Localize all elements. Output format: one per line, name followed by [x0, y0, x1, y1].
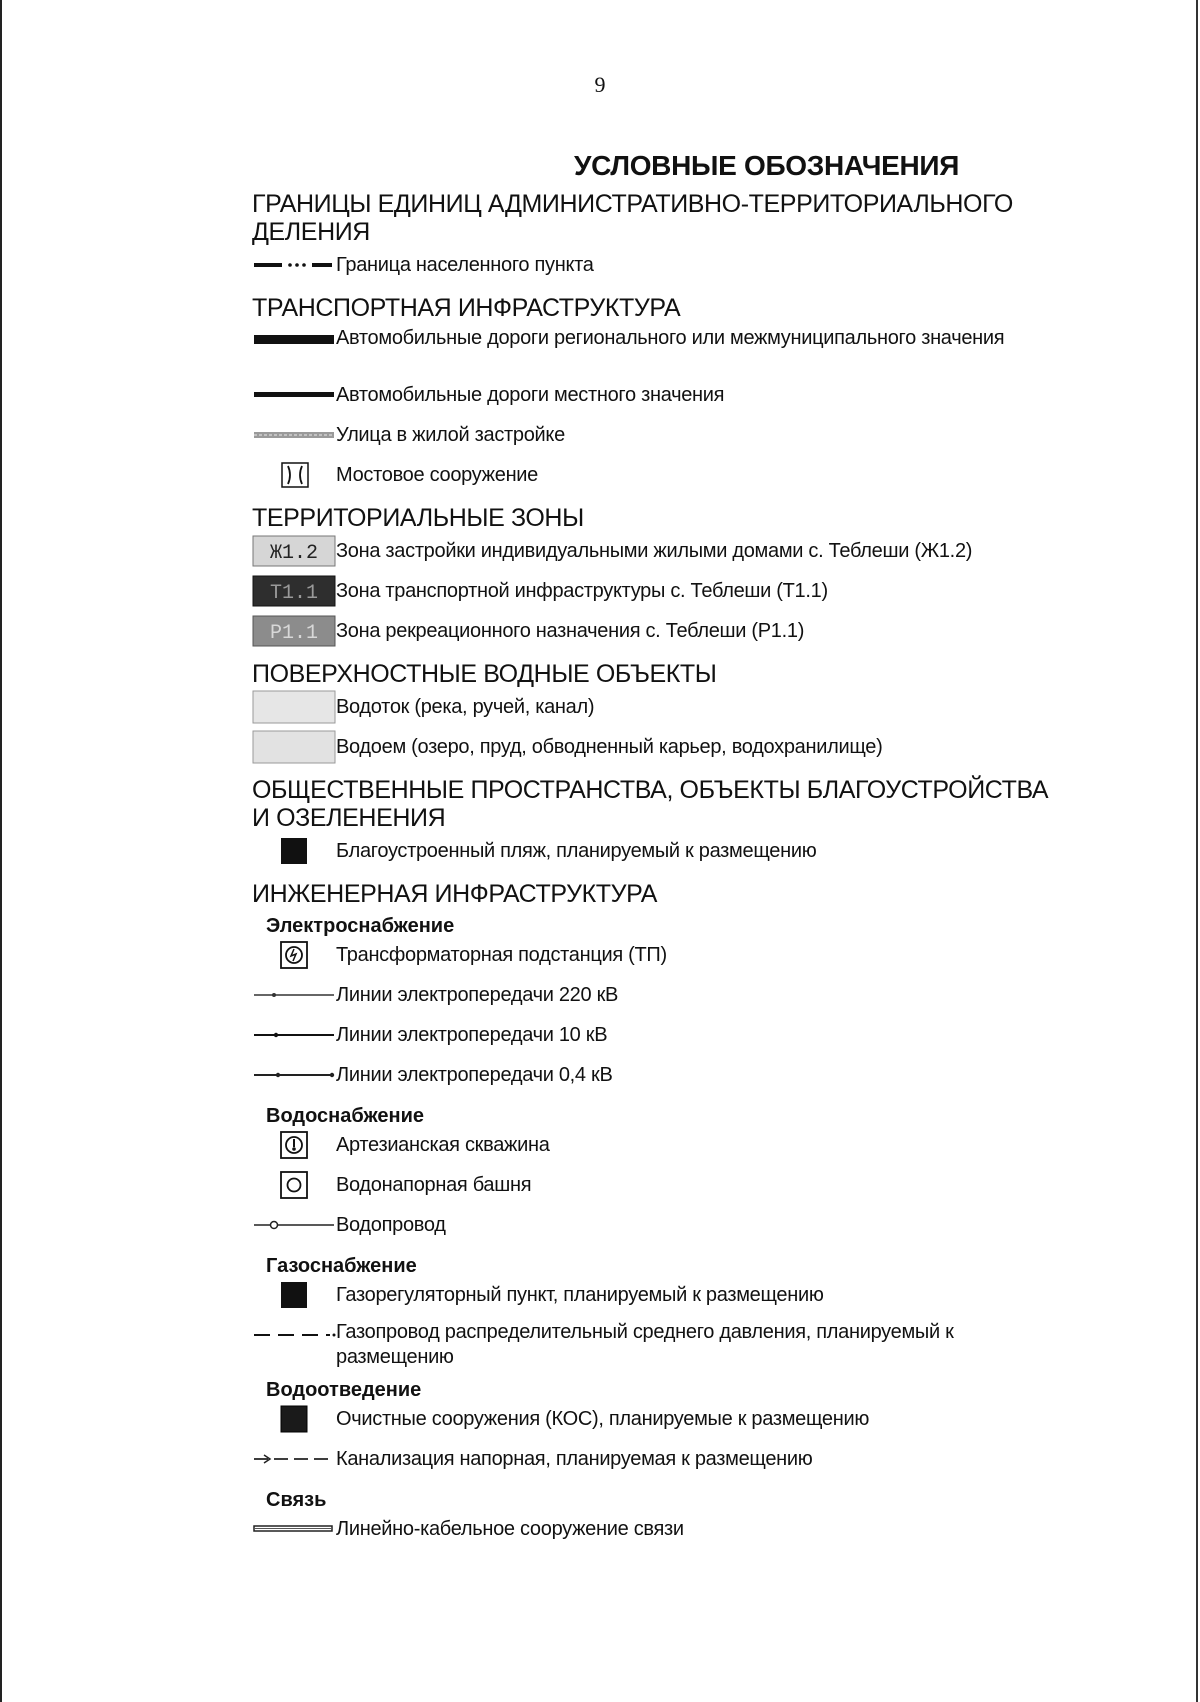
legend-item	[252, 1130, 1052, 1168]
section-heading-transport: ТРАНСПОРТНАЯ ИНФРАСТРУКТУРА	[252, 294, 681, 322]
zone-code-t11: Т1.1	[269, 582, 319, 605]
subsection-heading-sewer: Водоотведение	[266, 1379, 422, 1401]
dash-dot-line-icon	[252, 250, 336, 280]
legend-title: УСЛОВНЫЕ ОБОЗНАЧЕНИЯ	[574, 150, 960, 181]
power-line-10-icon	[252, 1020, 336, 1050]
power-line-04-icon	[252, 1060, 336, 1090]
gray-street-line-icon	[252, 420, 336, 450]
water-tower-icon	[252, 1170, 336, 1200]
treatment-plant-square-icon	[252, 1404, 336, 1434]
power-line-220-icon	[252, 980, 336, 1010]
legend-content	[252, 184, 1052, 1554]
cable-line-icon	[252, 1514, 336, 1544]
legend-item	[252, 1020, 1052, 1058]
legend-item	[252, 1320, 1052, 1372]
legend-label: Трансформаторная подстанция (ТП)	[336, 944, 667, 966]
water-pipe-line-icon	[252, 1210, 336, 1240]
legend-label: Линии электропередачи 220 кВ	[336, 984, 619, 1006]
scan-border-left	[0, 0, 2, 1702]
zone-code-zh12: Ж1.2	[269, 542, 319, 565]
watercourse-swatch	[252, 692, 336, 722]
legend-item	[252, 326, 1052, 378]
legend-label: Линии электропередачи 0,4 кВ	[336, 1064, 613, 1086]
legend-item	[252, 692, 1052, 730]
legend-label: Зона транспортной инфраструктуры с. Теблеши (Т1.1)	[336, 580, 828, 602]
subsection-heading-gas: Газоснабжение	[266, 1255, 417, 1277]
bridge-icon	[252, 460, 336, 490]
zone-residential-swatch	[252, 536, 336, 566]
medium-road-line-icon	[252, 380, 336, 410]
legend-label: Благоустроенный пляж, планируемый к размещению	[336, 840, 817, 862]
legend-label: Граница населенного пункта	[336, 254, 594, 276]
section-heading-admin: ГРАНИЦЫ ЕДИНИЦ АДМИНИСТРАТИВНО-ТЕРРИТОРИАЛЬНОГО ДЕЛЕНИЯ	[252, 190, 1013, 246]
legend-item	[252, 536, 1052, 574]
legend-label: Зона застройки индивидуальными жилыми домами с. Теблеши (Ж1.2)	[336, 540, 973, 562]
legend-label: Газопровод распределительный среднего давления, планируемый к размещению	[336, 1321, 954, 1368]
page-number: 9	[594, 72, 606, 97]
legend-label: Линии электропередачи 10 кВ	[336, 1024, 608, 1046]
legend-label: Мостовое сооружение	[336, 464, 539, 486]
section-heading-engineering: ИНЖЕНЕРНАЯ ИНФРАСТРУКТУРА	[252, 880, 657, 908]
legend-label: Линейно-кабельное сооружение связи	[336, 1518, 684, 1540]
legend-label: Канализация напорная, планируемая к размещению	[336, 1448, 813, 1470]
legend-label: Водоем (озеро, пруд, обводненный карьер, водохранилище)	[336, 736, 883, 758]
legend-label: Автомобильные дороги местного значения	[336, 384, 725, 406]
subsection-heading-power: Электроснабжение	[266, 915, 455, 937]
legend-item	[252, 1060, 1052, 1098]
legend-item	[252, 836, 1052, 874]
legend-item	[252, 1444, 1052, 1482]
legend-label: Очистные сооружения (КОС), планируемые к размещению	[336, 1408, 870, 1430]
zone-code-r11: Р1.1	[269, 622, 319, 645]
legend-item	[252, 1170, 1052, 1208]
legend-label: Автомобильные дороги регионального или межмуниципального значения	[336, 327, 1005, 349]
legend-item	[252, 940, 1052, 978]
zone-recreation-swatch	[252, 616, 336, 646]
pressure-sewer-line-icon	[252, 1444, 336, 1474]
legend-label: Водоток (река, ручей, канал)	[336, 696, 595, 718]
subsection-heading-comms: Связь	[266, 1489, 327, 1511]
waterbody-swatch	[252, 732, 336, 762]
artesian-well-icon	[252, 1130, 336, 1160]
gas-pipe-dashed-line-icon	[252, 1320, 336, 1350]
legend-label: Зона рекреационного назначения с. Теблеши (Р1.1)	[336, 620, 805, 642]
legend-label: Газорегуляторный пункт, планируемый к размещению	[336, 1284, 824, 1306]
legend-item	[252, 1514, 1052, 1552]
legend-item	[252, 1280, 1052, 1318]
gas-point-square-icon	[252, 1280, 336, 1310]
legend-item	[252, 420, 1052, 458]
beach-square-icon	[252, 836, 336, 866]
legend-item	[252, 380, 1052, 418]
legend-item	[252, 616, 1052, 654]
legend-label: Водонапорная башня	[336, 1174, 532, 1196]
legend-label: Артезианская скважина	[336, 1134, 550, 1156]
transformer-icon	[252, 940, 336, 970]
subsection-heading-water-supply: Водоснабжение	[266, 1105, 424, 1127]
section-heading-public: ОБЩЕСТВЕННЫЕ ПРОСТРАНСТВА, ОБЪЕКТЫ БЛАГОУСТРОЙСТВА И ОЗЕЛЕНЕНИЯ	[252, 776, 1049, 832]
section-heading-water: ПОВЕРХНОСТНЫЕ ВОДНЫЕ ОБЪЕКТЫ	[252, 660, 717, 688]
section-heading-zones: ТЕРРИТОРИАЛЬНЫЕ ЗОНЫ	[252, 504, 584, 532]
scan-border-right	[1196, 0, 1198, 1702]
legend-label: Водопровод	[336, 1214, 446, 1236]
legend-item	[252, 460, 1052, 498]
legend-item	[252, 732, 1052, 770]
legend-item	[252, 576, 1052, 614]
thick-road-line-icon	[252, 326, 336, 356]
legend-item	[252, 1404, 1052, 1442]
legend-item	[252, 980, 1052, 1018]
zone-transport-swatch	[252, 576, 336, 606]
legend-item	[252, 250, 1052, 288]
legend-item	[252, 1210, 1052, 1248]
legend-label: Улица в жилой застройке	[336, 424, 565, 446]
